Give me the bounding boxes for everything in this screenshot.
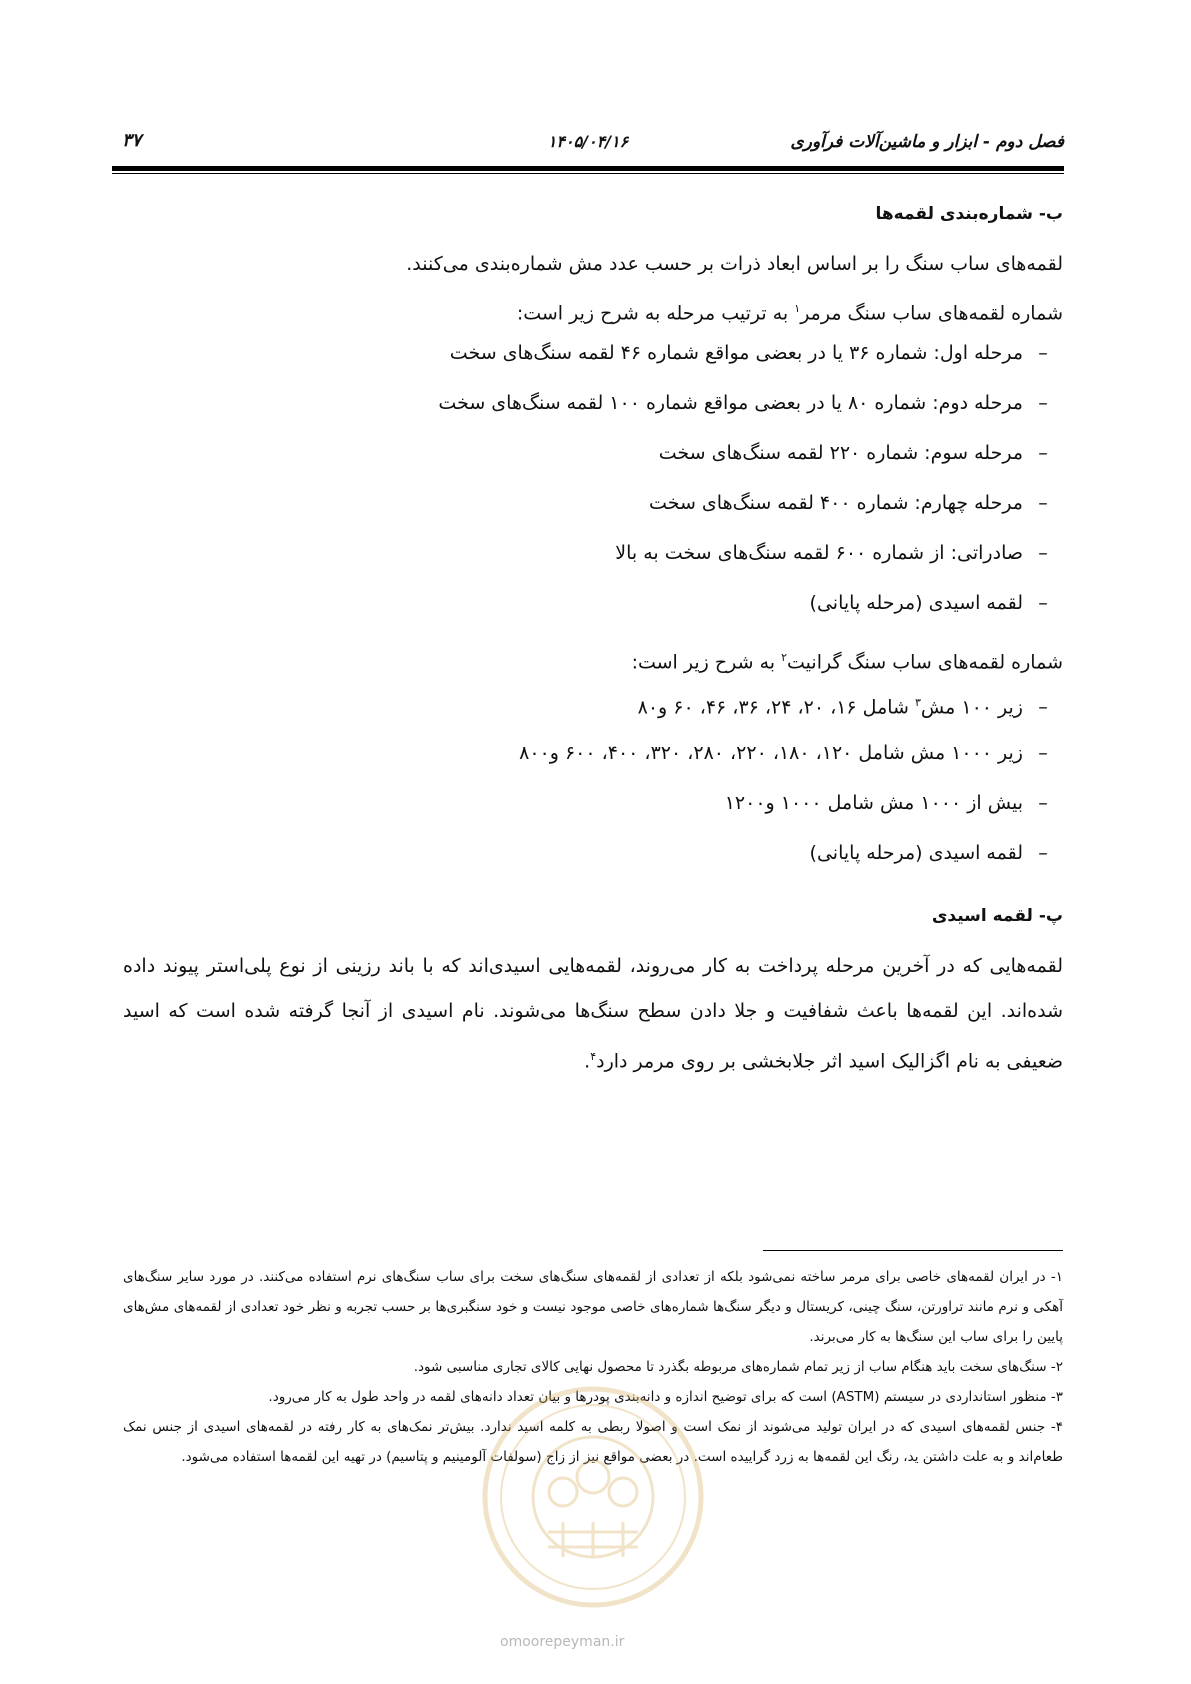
- list-dash: –: [1038, 792, 1048, 814]
- granite-intro-end: به شرح زیر است:: [631, 651, 782, 674]
- list-item-text: مرحله سوم: شماره ۲۲۰ لقمه سنگ‌های سخت: [658, 442, 1023, 464]
- list-dash: –: [1038, 492, 1048, 514]
- list-dash: –: [1038, 592, 1048, 614]
- section-b-para1: لقمه‌های ساب سنگ را بر اساس ابعاد ذرات بر حسب عدد مش شماره‌بندی می‌کنند.: [406, 253, 1063, 275]
- granite-intro-text: شماره لقمه‌های ساب سنگ گرانیت: [787, 651, 1063, 674]
- footnote-3: ۳- منظور استانداردی در سیستم (ASTM) است که برای توضیح اندازه و دانه‌بندی پودرها و بیان تعداد دانه‌های لقمه در واحد طول به کار می‌رود.: [268, 1389, 1063, 1405]
- header-date: ۱۴۰۵/۰۴/۱۶: [547, 132, 629, 151]
- list-item-text: لقمه اسیدی (مرحله پایانی): [809, 842, 1023, 864]
- footnote-separator: [763, 1250, 1063, 1251]
- granite-grade-list: [519, 678, 1063, 878]
- section-p-title: پ- لقمه اسیدی: [931, 906, 1063, 926]
- footnote-ref-1: ۱: [794, 302, 801, 315]
- header-rule-thick: [112, 166, 1064, 171]
- list-item-text: صادراتی: از شماره ۶۰۰ لقمه سنگ‌های سخت به بالا: [615, 542, 1023, 564]
- footnote-2: ۲- سنگ‌های سخت باید هنگام ساب از زیر تمام شماره‌های مربوطه بگذرد تا محصول نهایی کالای تجاری مناسبی شود.: [413, 1359, 1063, 1375]
- list-item: [438, 328, 1063, 378]
- chapter-title: فصل دوم - ابزار و ماشین‌آلات فرآوری: [790, 132, 1064, 152]
- section-p-body-end: .: [584, 1050, 591, 1073]
- list-item-text: لقمه اسیدی (مرحله پایانی): [809, 592, 1023, 614]
- section-p-body-text: لقمه‌هایی که در آخرین مرحله پرداخت به کار می‌روند، لقمه‌هایی اسیدی‌اند که با باند رزینی از نوع پلی‌استر پیوند داده شده‌اند. این لقمه‌ها باعث شفافیت و جلا دادن سطح سنگ‌ها می‌شوند. نام اسیدی از آنجا گرفته شده است که اسید ضعیفی به نام اگزالیک اسید اثر جلابخشی بر روی مرمر دارد: [123, 955, 1063, 1073]
- list-item-text-end: شامل ۱۶، ۲۰، ۲۴، ۳۶، ۴۶، ۶۰ و۸۰: [637, 696, 915, 719]
- section-b-title: ب- شماره‌بندی لقمه‌ها: [875, 204, 1063, 224]
- footnote-ref-2: ۲: [781, 651, 788, 664]
- list-item-text: بیش از ۱۰۰۰ مش شامل ۱۰۰۰ و۱۲۰۰: [724, 792, 1023, 814]
- list-item-text: مرحله دوم: شماره ۸۰ یا در بعضی مواقع شماره ۱۰۰ لقمه سنگ‌های سخت: [438, 392, 1023, 414]
- page-header: [112, 128, 1064, 162]
- footnote-1: ۱- در ایران لقمه‌های خاصی برای مرمر ساخته نمی‌شود بلکه از تعدادی از لقمه‌های سنگ‌های سخت برای ساب سنگ‌های نرم استفاده می‌کنند. در مورد سایر سنگ‌های آهکی و نرم مانند تراورتن، سنگ چینی، کریستال و دیگر سنگ‌ها شماره‌های خاصی موجود نیست و خود سنگبری‌ها بر حسب تجربه و نظر خود تعدادی از لقمه‌های مش‌های پایین را برای ساب این سنگ‌ها به کار می‌برند.: [123, 1269, 1063, 1345]
- list-item: [519, 728, 1063, 778]
- list-item: [438, 478, 1063, 528]
- list-dash: –: [1038, 696, 1048, 719]
- list-item-text: مرحله چهارم: شماره ۴۰۰ لقمه سنگ‌های سخت: [649, 492, 1023, 514]
- footnote-ref-4: ۴: [590, 1050, 597, 1063]
- list-item: [438, 378, 1063, 428]
- list-item-text: زیر ۱۰۰۰ مش شامل ۱۲۰، ۱۸۰، ۲۲۰، ۲۸۰، ۳۲۰، ۴۰۰، ۶۰۰ و۸۰۰: [519, 742, 1023, 764]
- marble-stage-list: [438, 328, 1063, 628]
- footnote-ref-3: ۳: [915, 696, 921, 709]
- list-item: [519, 778, 1063, 828]
- footnote-4: ۴- جنس لقمه‌های اسیدی که در ایران تولید می‌شوند از نمک است و اصولا ربطی به کلمه اسید ندارد. بیش‌تر نمک‌های به کار رفته در لقمه‌های اسیدی از جنس نمک طعام‌اند و به علت داشتن ید، رنگ این لقمه‌ها به زرد گراییده است. در بعضی مواقع نیز از زاج (سولفات آلومینیم و پتاسیم) در تهیه این لقمه‌ها استفاده می‌شود.: [123, 1419, 1063, 1465]
- list-item-text: زیر ۱۰۰ مش: [920, 696, 1023, 719]
- page-number: ۳۷: [122, 130, 142, 151]
- list-item: [519, 678, 1063, 728]
- list-dash: –: [1038, 442, 1048, 464]
- watermark-text: omoorepeyman.ir: [500, 1634, 625, 1650]
- header-rule-thin: [112, 173, 1064, 174]
- list-item: [519, 828, 1063, 878]
- list-dash: –: [1038, 342, 1048, 364]
- list-item: [438, 578, 1063, 628]
- list-item: [438, 528, 1063, 578]
- marble-intro-text: شماره لقمه‌های ساب سنگ مرمر: [800, 302, 1063, 325]
- list-dash: –: [1038, 542, 1048, 564]
- section-p-body: [123, 944, 1063, 1084]
- marble-intro-end: به ترتیب مرحله به شرح زیر است:: [516, 302, 795, 325]
- watermark-seal-icon: [478, 1382, 708, 1612]
- list-item: [438, 428, 1063, 478]
- list-item-text: مرحله اول: شماره ۳۶ یا در بعضی مواقع شماره ۴۶ لقمه سنگ‌های سخت: [449, 342, 1023, 364]
- list-dash: –: [1038, 742, 1048, 764]
- list-dash: –: [1038, 392, 1048, 414]
- list-dash: –: [1038, 842, 1048, 864]
